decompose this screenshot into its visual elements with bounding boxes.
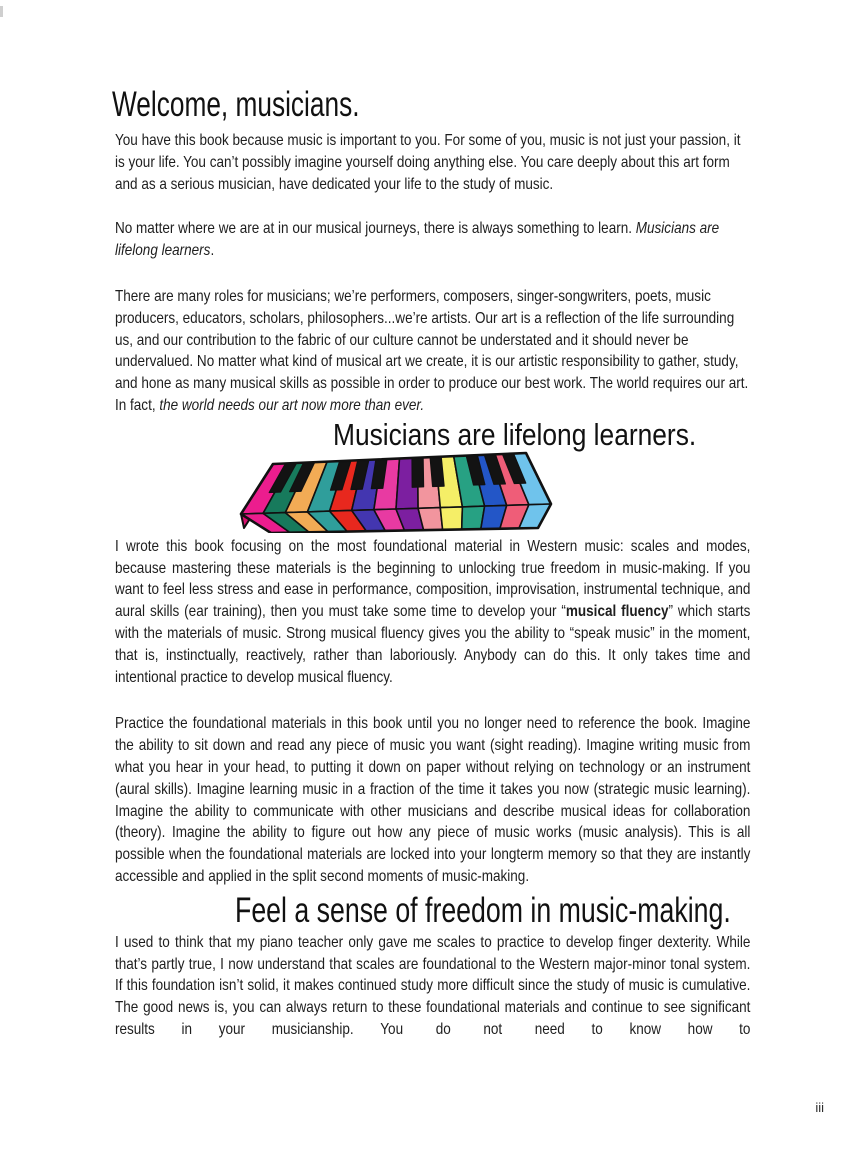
paragraph-text: . (210, 242, 215, 260)
heading-freedom: Feel a sense of freedom in music-making. (235, 890, 731, 930)
paragraph-bold-term: musical fluency (565, 603, 669, 621)
paragraph-text: Practice the foundational materials in this book until you no longer need to reference the book. Imagine the ability to sit down and read any piece of music you want (sight reading). Imagine writing music from what you hear in your head, to putting it down on paper without relying on technology or an instrument (aural skills). Imagine learning music in a fraction of the time it takes you now (strategic music learning). Imagine the ability to communicate with other musicians and describe musical ideas for collaboration (theory). Imagine the ability to figure out how any piece of music works (music analysis). This is all possible when the foundational materials are locked into your longterm memory so that they are instantly accessible and applied in the split second moments of music-making. (115, 715, 751, 885)
page-title: Welcome, musicians. (112, 85, 360, 124)
paragraph-intro (115, 130, 750, 195)
paragraph-text: I wrote this book focusing on the most foundational material in Western music: scales and modes, because mastering these materials is the beginning to unlocking true freedom in music-making. If you want to feel less stress and ease in performance, composition, improvisation, instrumental technique, and aural skills (ear training), then you must take some time to develop your “ (115, 537, 751, 621)
paragraph-scales (115, 932, 750, 1041)
paragraph-text: You have this book because music is important to you. For some of you, music is not just your passion, it is your life. You can’t possibly imagine yourself doing anything else. You care deeply about this art form and as a serious musician, have dedicated your life to the study of music. (115, 132, 741, 193)
paragraph-text: There are many roles for musicians; we’re performers, composers, singer-songwriters, poets, music producers, educators, scholars, philosophers...we’re artists. Our art is a reflection of the life surrounding us, and our contribution to the fabric of our culture cannot be understated and it should never be undervalued. No matter what kind of musical art we create, it is our artistic responsibility to gather, study, and hone as many musical skills as possible in order to produce our best work. The world requires our art. In fact, (115, 287, 749, 414)
paragraph-practice (115, 713, 750, 887)
piano-keyboard-drawing (228, 451, 558, 533)
paragraph-text: No matter where we are at in our musical journeys, there is always something to learn. (115, 220, 636, 238)
piano-illustration (228, 451, 558, 533)
text-column (112, 85, 864, 1041)
paragraph-roles (115, 286, 750, 417)
paragraph-lifelong (115, 218, 750, 262)
paragraph-text: ” which starts with the materials of music. Strong musical fluency gives you the ability to “speak music” in the moment, that is, instinctually, reactively, rather than laboriously. Anybody can do this. It only takes time and intentional practice to develop musical fluency. (115, 603, 751, 686)
heading-lifelong-learners: Musicians are lifelong learners. (332, 416, 697, 452)
page-number: iii (815, 1100, 824, 1115)
paragraph-text: I used to think that my piano teacher only gave me scales to practice to develop finger dexterity. While that’s partly true, I now understand that scales are foundational to the Western major-minor tonal system. If this foundation isn’t solid, it makes continued study more difficult since the study of music is cumulative. The good news is, you can always return to these foundational materials and continue to see significant results in your musicianship. (115, 933, 751, 1038)
paragraph-spaced-emphasis: You do not need (380, 1020, 565, 1038)
paragraph-emphasis: the world needs our art now more than ever. (159, 396, 425, 414)
paragraph-text: to know how to (564, 1020, 751, 1038)
paragraph-fluency (115, 536, 750, 689)
piano-keys (241, 453, 551, 533)
scan-artifact (0, 6, 3, 17)
paragraph-emphasis: Musicians are lifelong learners (115, 220, 720, 260)
